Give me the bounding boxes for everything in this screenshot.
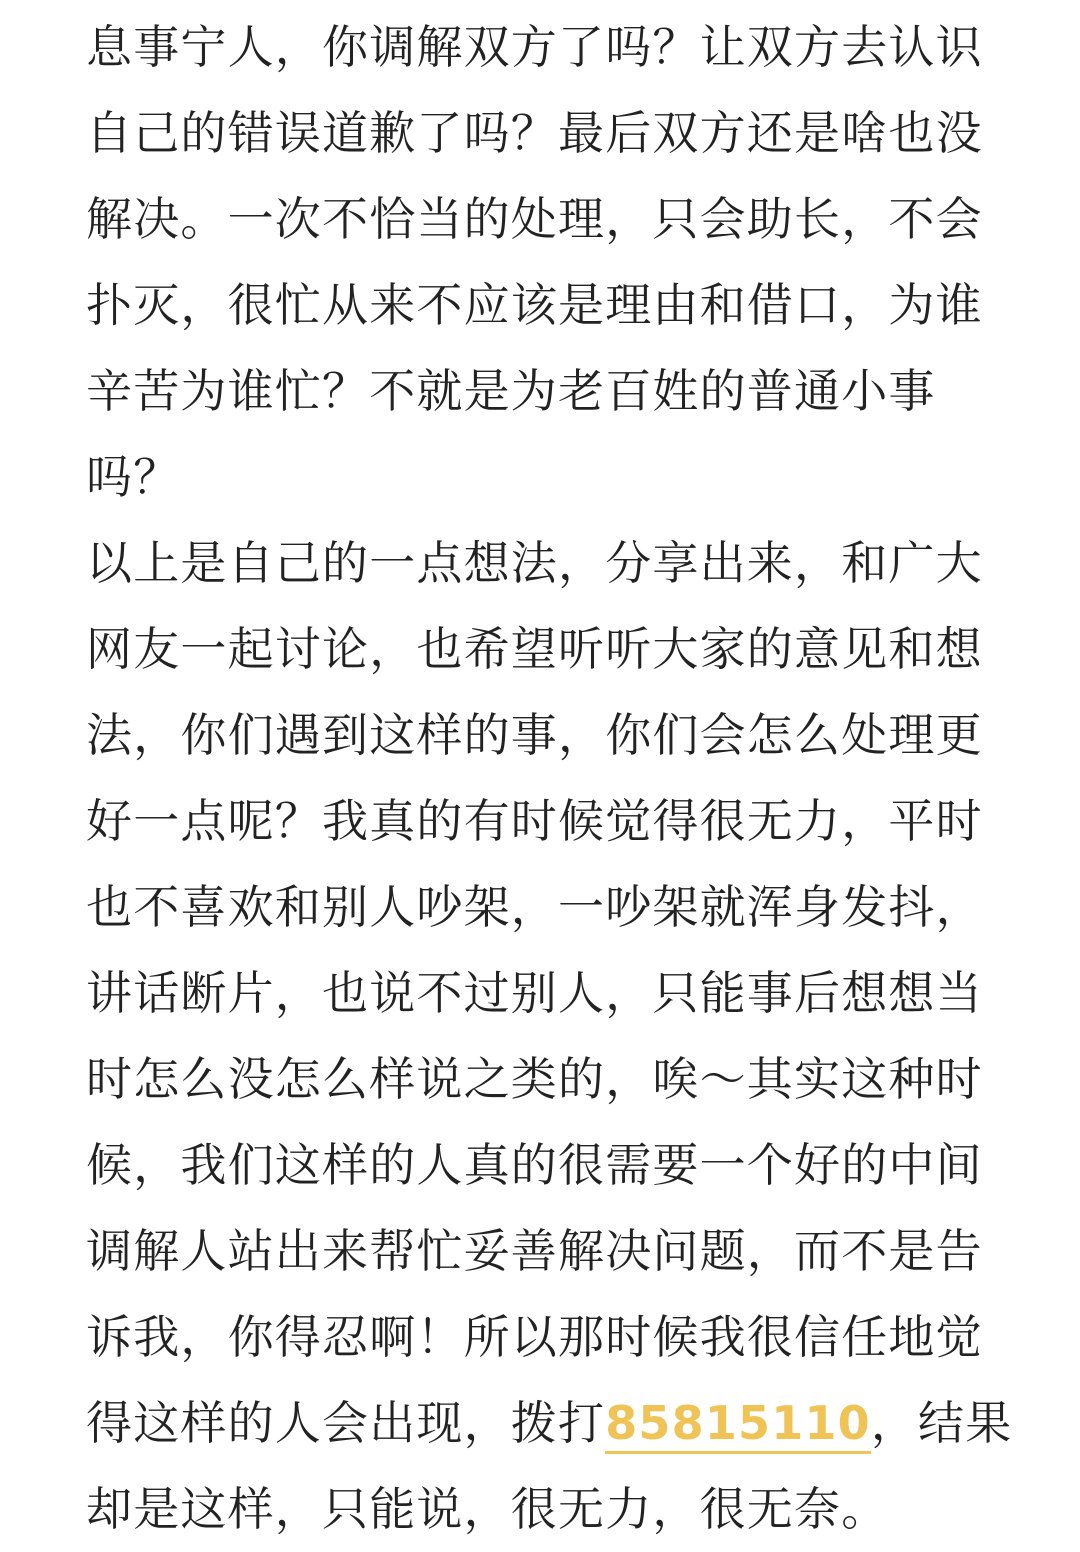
paragraph-line: 好一点呢？我真的有时候觉得很无力，平时 [86, 794, 983, 848]
paragraph-line: 自己的错误道歉了吗？最后双方还是啥也没 [86, 106, 983, 160]
paragraph-line: 也不喜欢和别人吵架，一吵架就浑身发抖， [86, 880, 983, 934]
paragraph-line: 候，我们这样的人真的很需要一个好的中间 [86, 1138, 983, 1192]
phone-number-link[interactable]: 85815110 [605, 1396, 871, 1454]
paragraph-line: 网友一起讨论，也希望听听大家的意见和想 [86, 622, 983, 676]
paragraph-line: 吗？ [86, 450, 181, 504]
paragraph-line: 扑灭，很忙从来不应该是理由和借口，为谁 [86, 278, 983, 332]
paragraph-line: 却是这样，只能说，很无力，很无奈。 [86, 1482, 889, 1536]
phone-line-prefix: 得这样的人会出现，拨打 [86, 1396, 606, 1450]
paragraph-line: 息事宁人，你调解双方了吗？让双方去认识 [86, 20, 983, 74]
article-body [86, 0, 1026, 1548]
paragraph-line: 法，你们遇到这样的事，你们会怎么处理更 [86, 708, 983, 762]
paragraph-line: 诉我，你得忍啊！所以那时候我很信任地觉 [86, 1310, 983, 1364]
paragraph-line-with-phone [86, 1380, 1026, 1466]
paragraph-line: 辛苦为谁忙？不就是为老百姓的普通小事 [86, 364, 936, 418]
paragraph-line: 时怎么没怎么样说之类的，唉～其实这种时 [86, 1052, 983, 1106]
paragraph-line: 调解人站出来帮忙妥善解决问题，而不是告 [86, 1224, 983, 1278]
paragraph-line: 以上是自己的一点想法，分享出来，和广大 [86, 536, 983, 590]
paragraph-line: 讲话断片，也说不过别人，只能事后想想当 [86, 966, 983, 1020]
paragraph-line: 解决。一次不恰当的处理，只会助长，不会 [86, 192, 983, 246]
phone-line-suffix: ，结果 [870, 1396, 1013, 1450]
